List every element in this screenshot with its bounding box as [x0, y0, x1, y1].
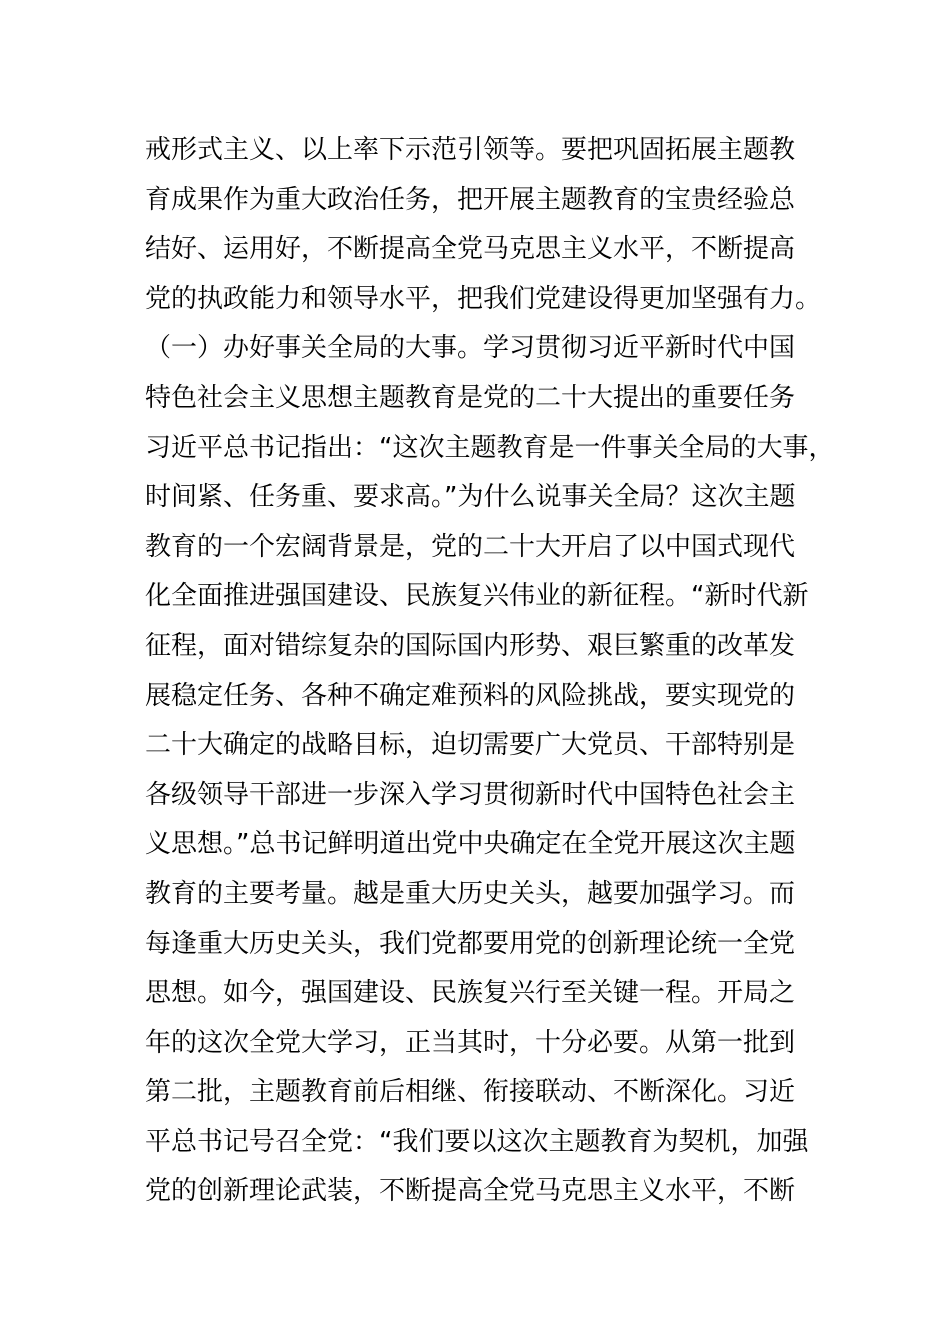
text-line: 时间紧、任务重、要求高。”为什么说事关全局？这次主题: [145, 482, 796, 513]
text-line: 二十大确定的战略目标，迫切需要广大党员、干部特别是: [145, 730, 796, 761]
text-line: 各级领导干部进一步深入学习贯彻新时代中国特色社会主: [145, 779, 796, 810]
text-line: 征程，面对错综复杂的国际国内形势、艰巨繁重的改革发: [145, 630, 796, 661]
text-line: 年的这次全党大学习，正当其时，十分必要。从第一批到: [145, 1027, 796, 1058]
text-line: 展稳定任务、各种不确定难预料的风险挑战，要实现党的: [145, 680, 796, 711]
text-line: 思想。如今，强国建设、民族复兴行至关键一程。开局之: [145, 978, 796, 1009]
text-line: 教育的一个宏阔背景是，党的二十大开启了以中国式现代: [145, 531, 796, 562]
text-line: 教育的主要考量。越是重大历史关头，越要加强学习。而: [145, 878, 796, 909]
text-line: 特色社会主义思想主题教育是党的二十大提出的重要任务: [145, 382, 796, 413]
text-line: 党的创新理论武装，不断提高全党马克思主义水平，不断: [145, 1176, 796, 1207]
text-line: 化全面推进强国建设、民族复兴伟业的新征程。“新时代新: [145, 581, 809, 612]
text-line: 育成果作为重大政治任务，把开展主题教育的宝贵经验总: [145, 184, 796, 215]
body-text: [145, 126, 845, 1217]
text-line: 第二批，主题教育前后相继、衔接联动、不断深化。习近: [145, 1077, 796, 1108]
text-line: 平总书记号召全党：“我们要以这次主题教育为契机，加强: [145, 1126, 809, 1157]
text-line: 党的执政能力和领导水平，把我们党建设得更加坚强有力。: [145, 283, 822, 314]
text-line: 每逢重大历史关头，我们党都要用党的创新理论统一全党: [145, 928, 796, 959]
text-line: 义思想。”总书记鲜明道出党中央确定在全党开展这次主题: [145, 829, 796, 860]
text-line: 戒形式主义、以上率下示范引领等。要把巩固拓展主题教: [145, 135, 796, 165]
text-line: （一）办好事关全局的大事。学习贯彻习近平新时代中国: [145, 333, 796, 364]
text-line: 结好、运用好，不断提高全党马克思主义水平，不断提高: [145, 234, 796, 265]
text-line: 习近平总书记指出：“这次主题教育是一件事关全局的大事，: [145, 432, 835, 463]
